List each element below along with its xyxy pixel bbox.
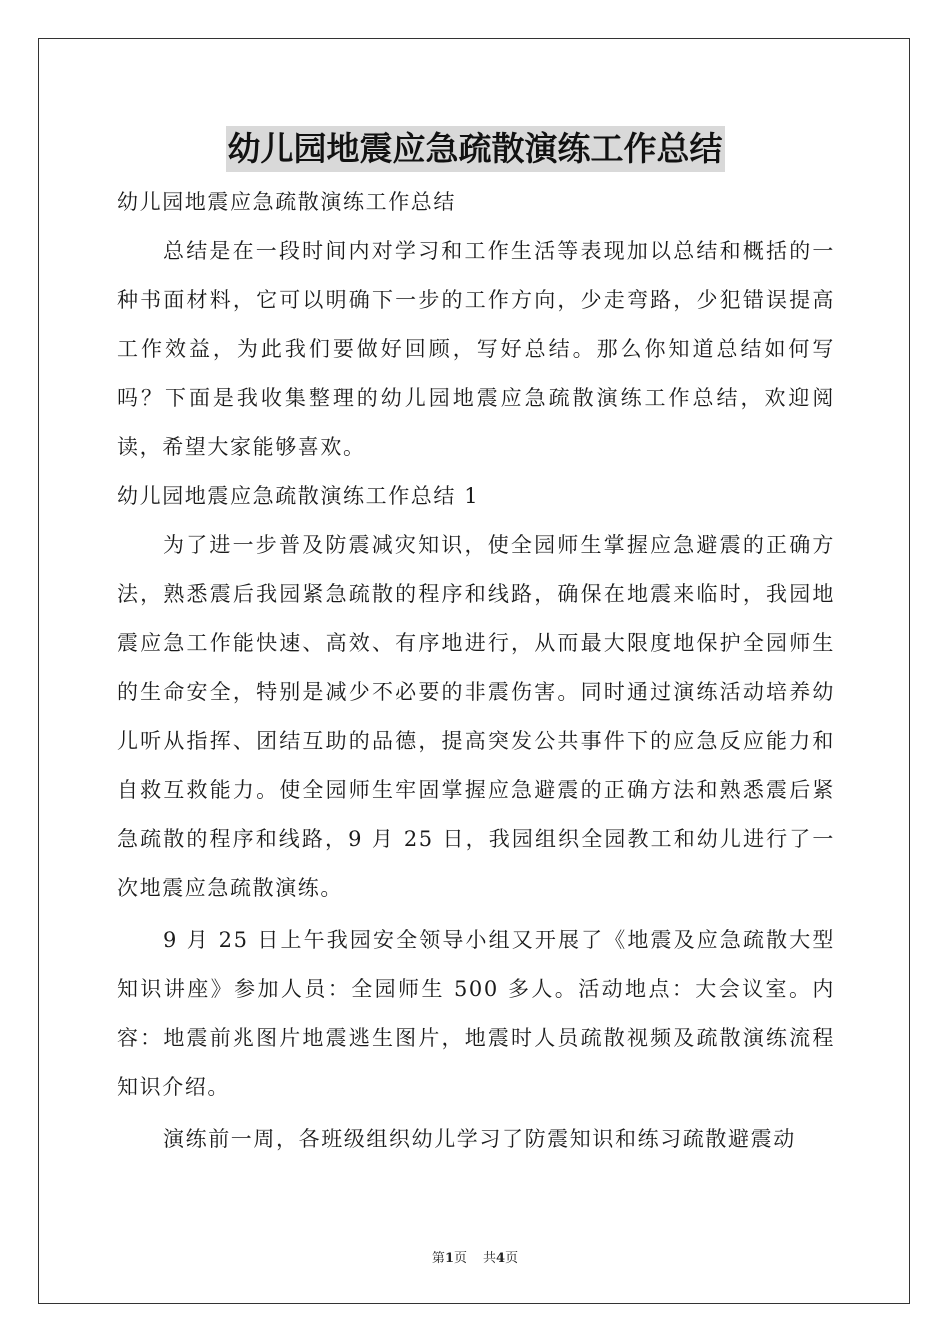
page-prefix: 第 [431,1251,445,1266]
section-heading: 幼儿园地震应急疏散演练工作总结 1 [117,484,480,508]
document-body [117,178,835,1164]
body-paragraph-2: 9 月 25 日上午我园安全领导小组又开展了《地震及应急疏散大型知识讲座》参加人员：全园师生 500 多人。活动地点：大会议室。内容：地震前兆图片地震逃生图片，地震时人员疏散视频及疏散演练流程知识介绍。 [117,928,835,1099]
page-current: 1 [444,1251,454,1266]
body-paragraph-3: 演练前一周，各班级组织幼儿学习了防震知识和练习疏散避震动 [163,1127,796,1151]
page-suffix: 页 [453,1251,467,1266]
intro-paragraph: 总结是在一段时间内对学习和工作生活等表现加以总结和概括的一种书面材料，它可以明确下一步的工作方向，少走弯路，少犯错误提高工作效益，为此我们要做好回顾，写好总结。那么你知道总结如何写吗？下面是我收集整理的幼儿园地震应急疏散演练工作总结，欢迎阅读，希望大家能够喜欢。 [117,239,835,459]
body-paragraph-1: 为了进一步普及防震减灾知识，使全园师生掌握应急避震的正确方法，熟悉震后我园紧急疏散的程序和线路，确保在地震来临时，我园地震应急工作能快速、高效、有序地进行，从而最大限度地保护全园师生的生命安全，特别是减少不必要的非震伤害。同时通过演练活动培养幼儿听从指挥、团结互助的品德，提高突发公共事件下的应急反应能力和自救互救能力。使全园师生牢固掌握应急避震的正确方法和熟悉震后紧急疏散的程序和线路，9 月 25 日，我园组织全园教工和幼儿进行了一次地震应急疏散演练。 [117,533,835,900]
document-subtitle: 幼儿园地震应急疏散演练工作总结 [117,190,456,214]
total-suffix: 页 [505,1251,519,1266]
title-wrap [0,126,950,172]
document-title: 幼儿园地震应急疏散演练工作总结 [226,126,725,172]
total-prefix: 共 [483,1251,497,1266]
page-footer [0,1247,950,1266]
page-total: 4 [496,1251,506,1266]
